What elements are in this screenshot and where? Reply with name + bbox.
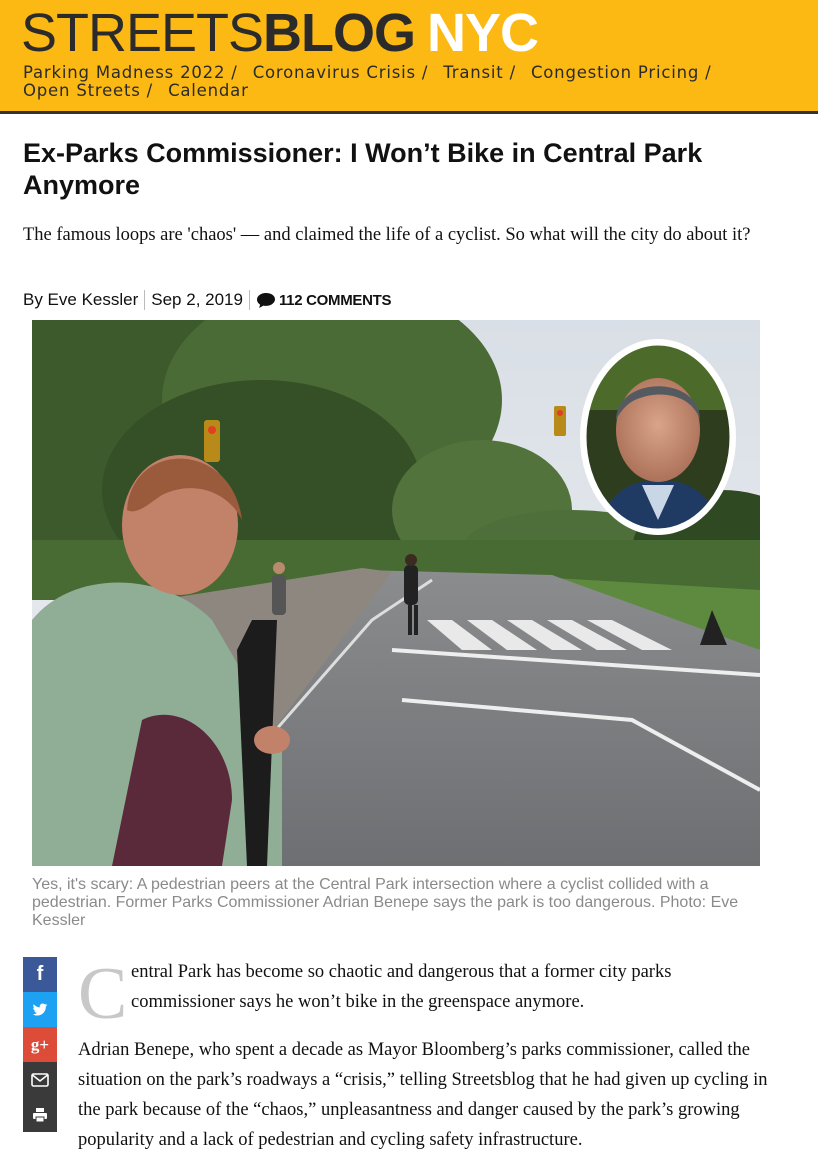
comments-link[interactable] <box>256 292 391 309</box>
article-photo <box>32 320 760 866</box>
drop-cap: C <box>78 953 128 1035</box>
logo-blog: BLOG <box>263 3 416 63</box>
nav-separator: / <box>509 63 516 82</box>
nav-item-transit[interactable]: Transit <box>443 63 504 82</box>
twitter-share-button[interactable] <box>23 992 57 1027</box>
nav-separator: / <box>421 63 429 82</box>
logo-streets: STREETS <box>21 3 264 63</box>
nav-separator: / <box>705 63 712 82</box>
nav-separator: / <box>146 81 154 100</box>
paragraph-1: entral Park has become so chaotic and dangerous that a former city parks commissioner says he won’t bike in the greenspace anymore. <box>131 962 672 1012</box>
nav-item-open-streets[interactable]: Open Streets <box>23 81 141 100</box>
email-share-button[interactable] <box>23 1062 57 1097</box>
nav-item-congestion-pricing[interactable]: Congestion Pricing <box>530 63 700 82</box>
google-plus-icon: g+ <box>30 1034 50 1054</box>
print-button[interactable] <box>23 1097 57 1132</box>
byline <box>23 290 391 310</box>
byline-divider <box>249 290 250 310</box>
site-logo[interactable] <box>21 4 538 62</box>
article-headline: Ex-Parks Commissioner: I Won’t Bike in Central Park Anymore <box>23 138 703 200</box>
logo-nyc: NYC <box>427 3 539 63</box>
paragraph-2: Adrian Benepe, who spent a decade as Mayor Bloomberg’s parks commissioner, called the situation on the park’s roadways a “crisis,” telling Streetsblog that he had given up cycling in the park because of the “chaos,” unpleasantness and danger caused by the park’s growing popularity and a lack of pedestrian and cycling safety infrastructure. <box>78 1040 768 1150</box>
google-plus-share-button[interactable] <box>23 1027 57 1062</box>
facebook-share-button[interactable] <box>23 957 57 992</box>
article-dek: The famous loops are 'chaos' — and claimed the life of a cyclist. So what will the city do about it? <box>23 225 751 245</box>
nav-item-calendar[interactable]: Calendar <box>168 81 249 100</box>
print-icon <box>32 1107 48 1123</box>
comments-count: 112 COMMENTS <box>278 291 392 309</box>
email-icon <box>31 1073 49 1087</box>
central-park-photo <box>32 320 760 866</box>
byline-divider <box>144 290 145 310</box>
nav-item-parking-madness[interactable]: Parking Madness 2022 <box>23 63 226 82</box>
nav-separator: / <box>231 63 238 82</box>
site-header <box>0 0 818 114</box>
main-nav <box>23 64 783 100</box>
facebook-icon: f <box>36 963 44 985</box>
photo-caption: Yes, it's scary: A pedestrian peers at the Central Park intersection where a cyclist collided with a pedestrian. Former Parks Commissioner Adrian Benepe says the park is too dangerous. Photo: Eve Kessler <box>32 876 739 929</box>
twitter-icon <box>32 1003 48 1017</box>
publish-date: Sep 2, 2019 <box>151 290 243 309</box>
nav-item-coronavirus[interactable]: Coronavirus Crisis <box>252 63 416 82</box>
author-link[interactable]: By Eve Kessler <box>23 290 139 309</box>
share-bar <box>23 957 57 1132</box>
speech-bubble-icon <box>256 292 276 309</box>
